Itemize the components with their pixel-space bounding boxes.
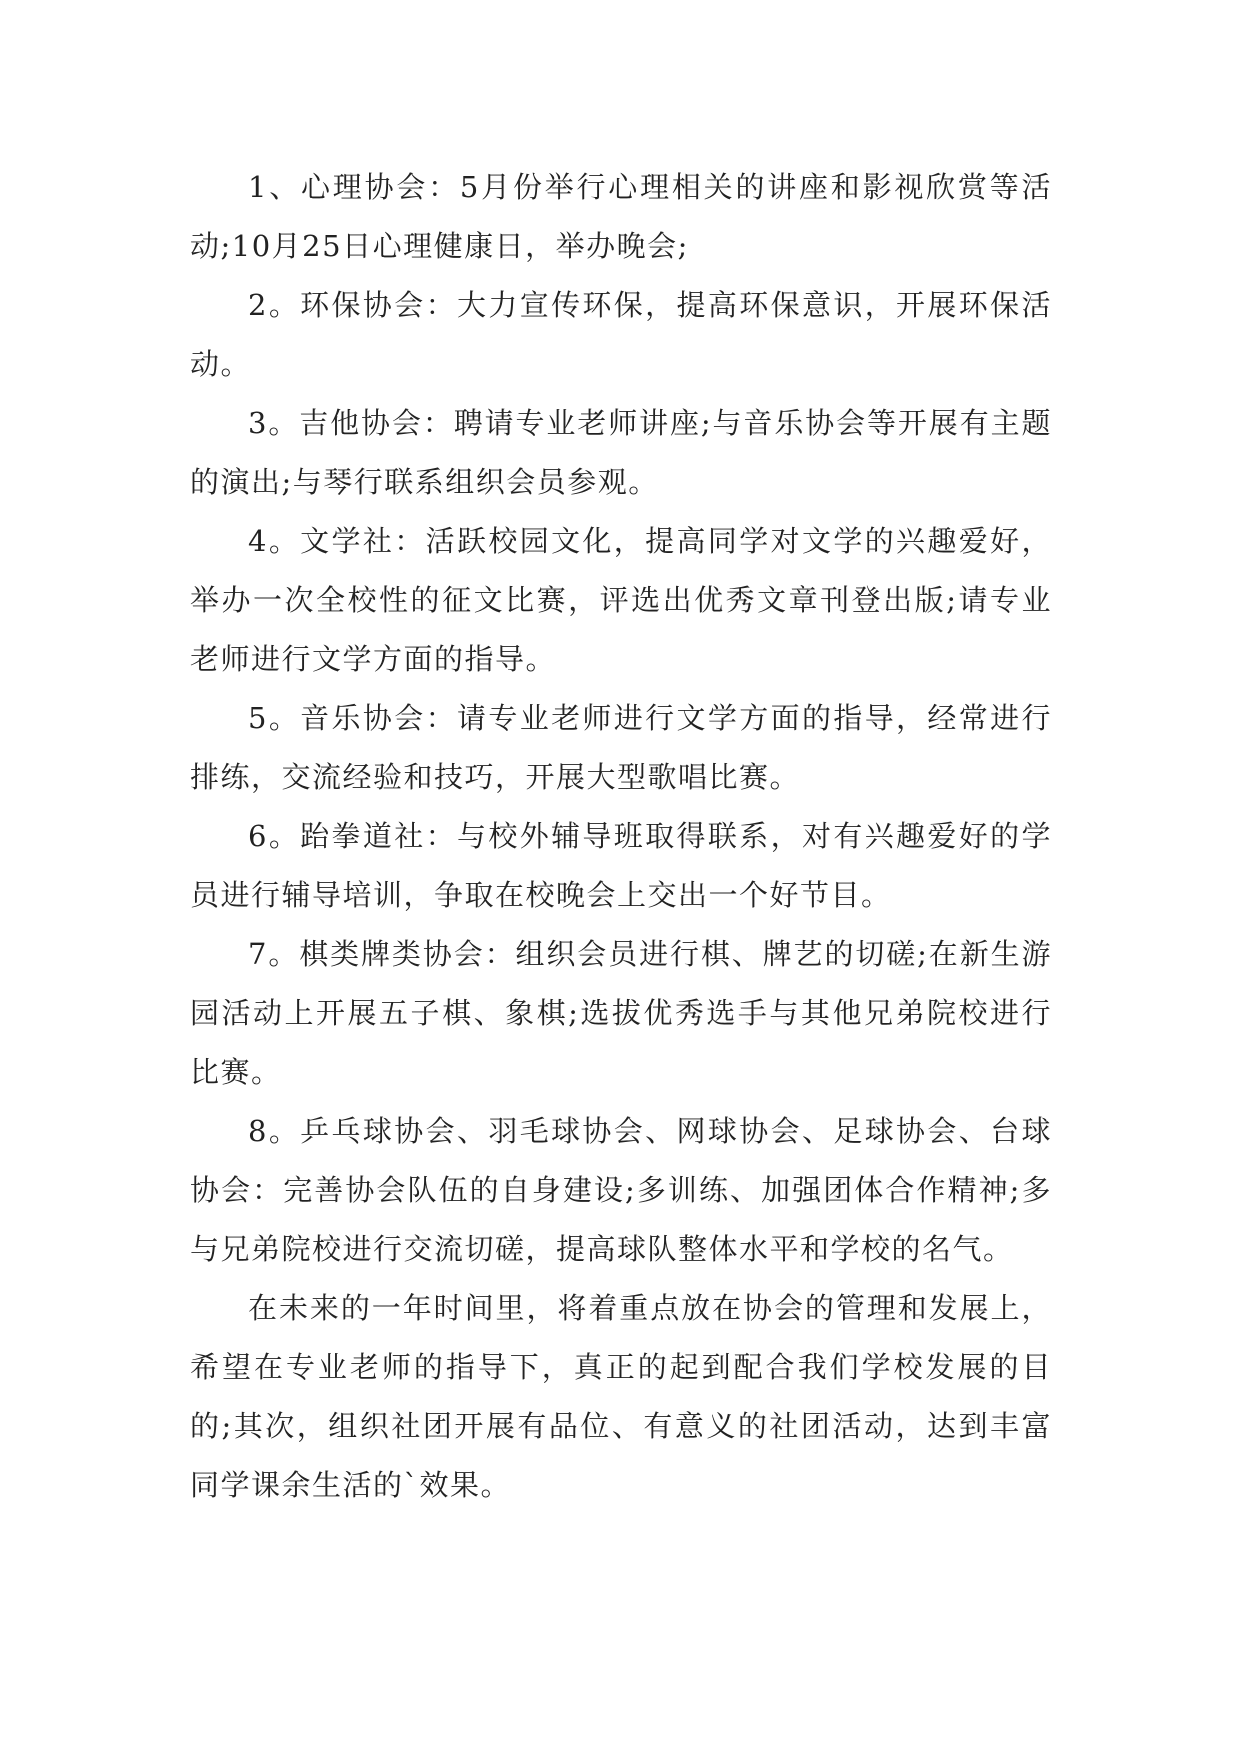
paragraph-literature-society: 4。文学社：活跃校园文化，提高同学对文学的兴趣爱好，举办一次全校性的征文比赛，评选出优秀文章刊登出版;请专业老师进行文学方面的指导。 xyxy=(190,524,1052,676)
paragraph-taekwondo-society: 6。跆拳道社：与校外辅导班取得联系，对有兴趣爱好的学员进行辅导培训，争取在校晚会上交出一个好节目。 xyxy=(190,819,1052,912)
paragraph-environmental-association: 2。环保协会：大力宣传环保，提高环保意识，开展环保活动。 xyxy=(190,288,1052,381)
paragraph-guitar-association: 3。吉他协会：聘请专业老师讲座;与音乐协会等开展有主题的演出;与琴行联系组织会员参观。 xyxy=(190,406,1052,499)
paragraph-ball-sports-associations: 8。乒乓球协会、羽毛球协会、网球协会、足球协会、台球协会：完善协会队伍的自身建设;多训练、加强团体合作精神;多与兄弟院校进行交流切磋，提高球队整体水平和学校的名气。 xyxy=(190,1114,1052,1266)
paragraph-psychology-association: 1、心理协会：5月份举行心理相关的讲座和影视欣赏等活动;10月25日心理健康日，举办晚会; xyxy=(190,170,1052,263)
paragraph-music-association: 5。音乐协会：请专业老师进行文学方面的指导，经常进行排练，交流经验和技巧，开展大型歌唱比赛。 xyxy=(190,701,1052,794)
document-body xyxy=(190,158,1052,1515)
paragraph-chess-card-association: 7。棋类牌类协会：组织会员进行棋、牌艺的切磋;在新生游园活动上开展五子棋、象棋;选拔优秀选手与其他兄弟院校进行比赛。 xyxy=(190,937,1052,1089)
paragraph-future-plan: 在未来的一年时间里，将着重点放在协会的管理和发展上，希望在专业老师的指导下，真正的起到配合我们学校发展的目的;其次，组织社团开展有品位、有意义的社团活动，达到丰富同学课余生活的`效果。 xyxy=(190,1291,1052,1502)
